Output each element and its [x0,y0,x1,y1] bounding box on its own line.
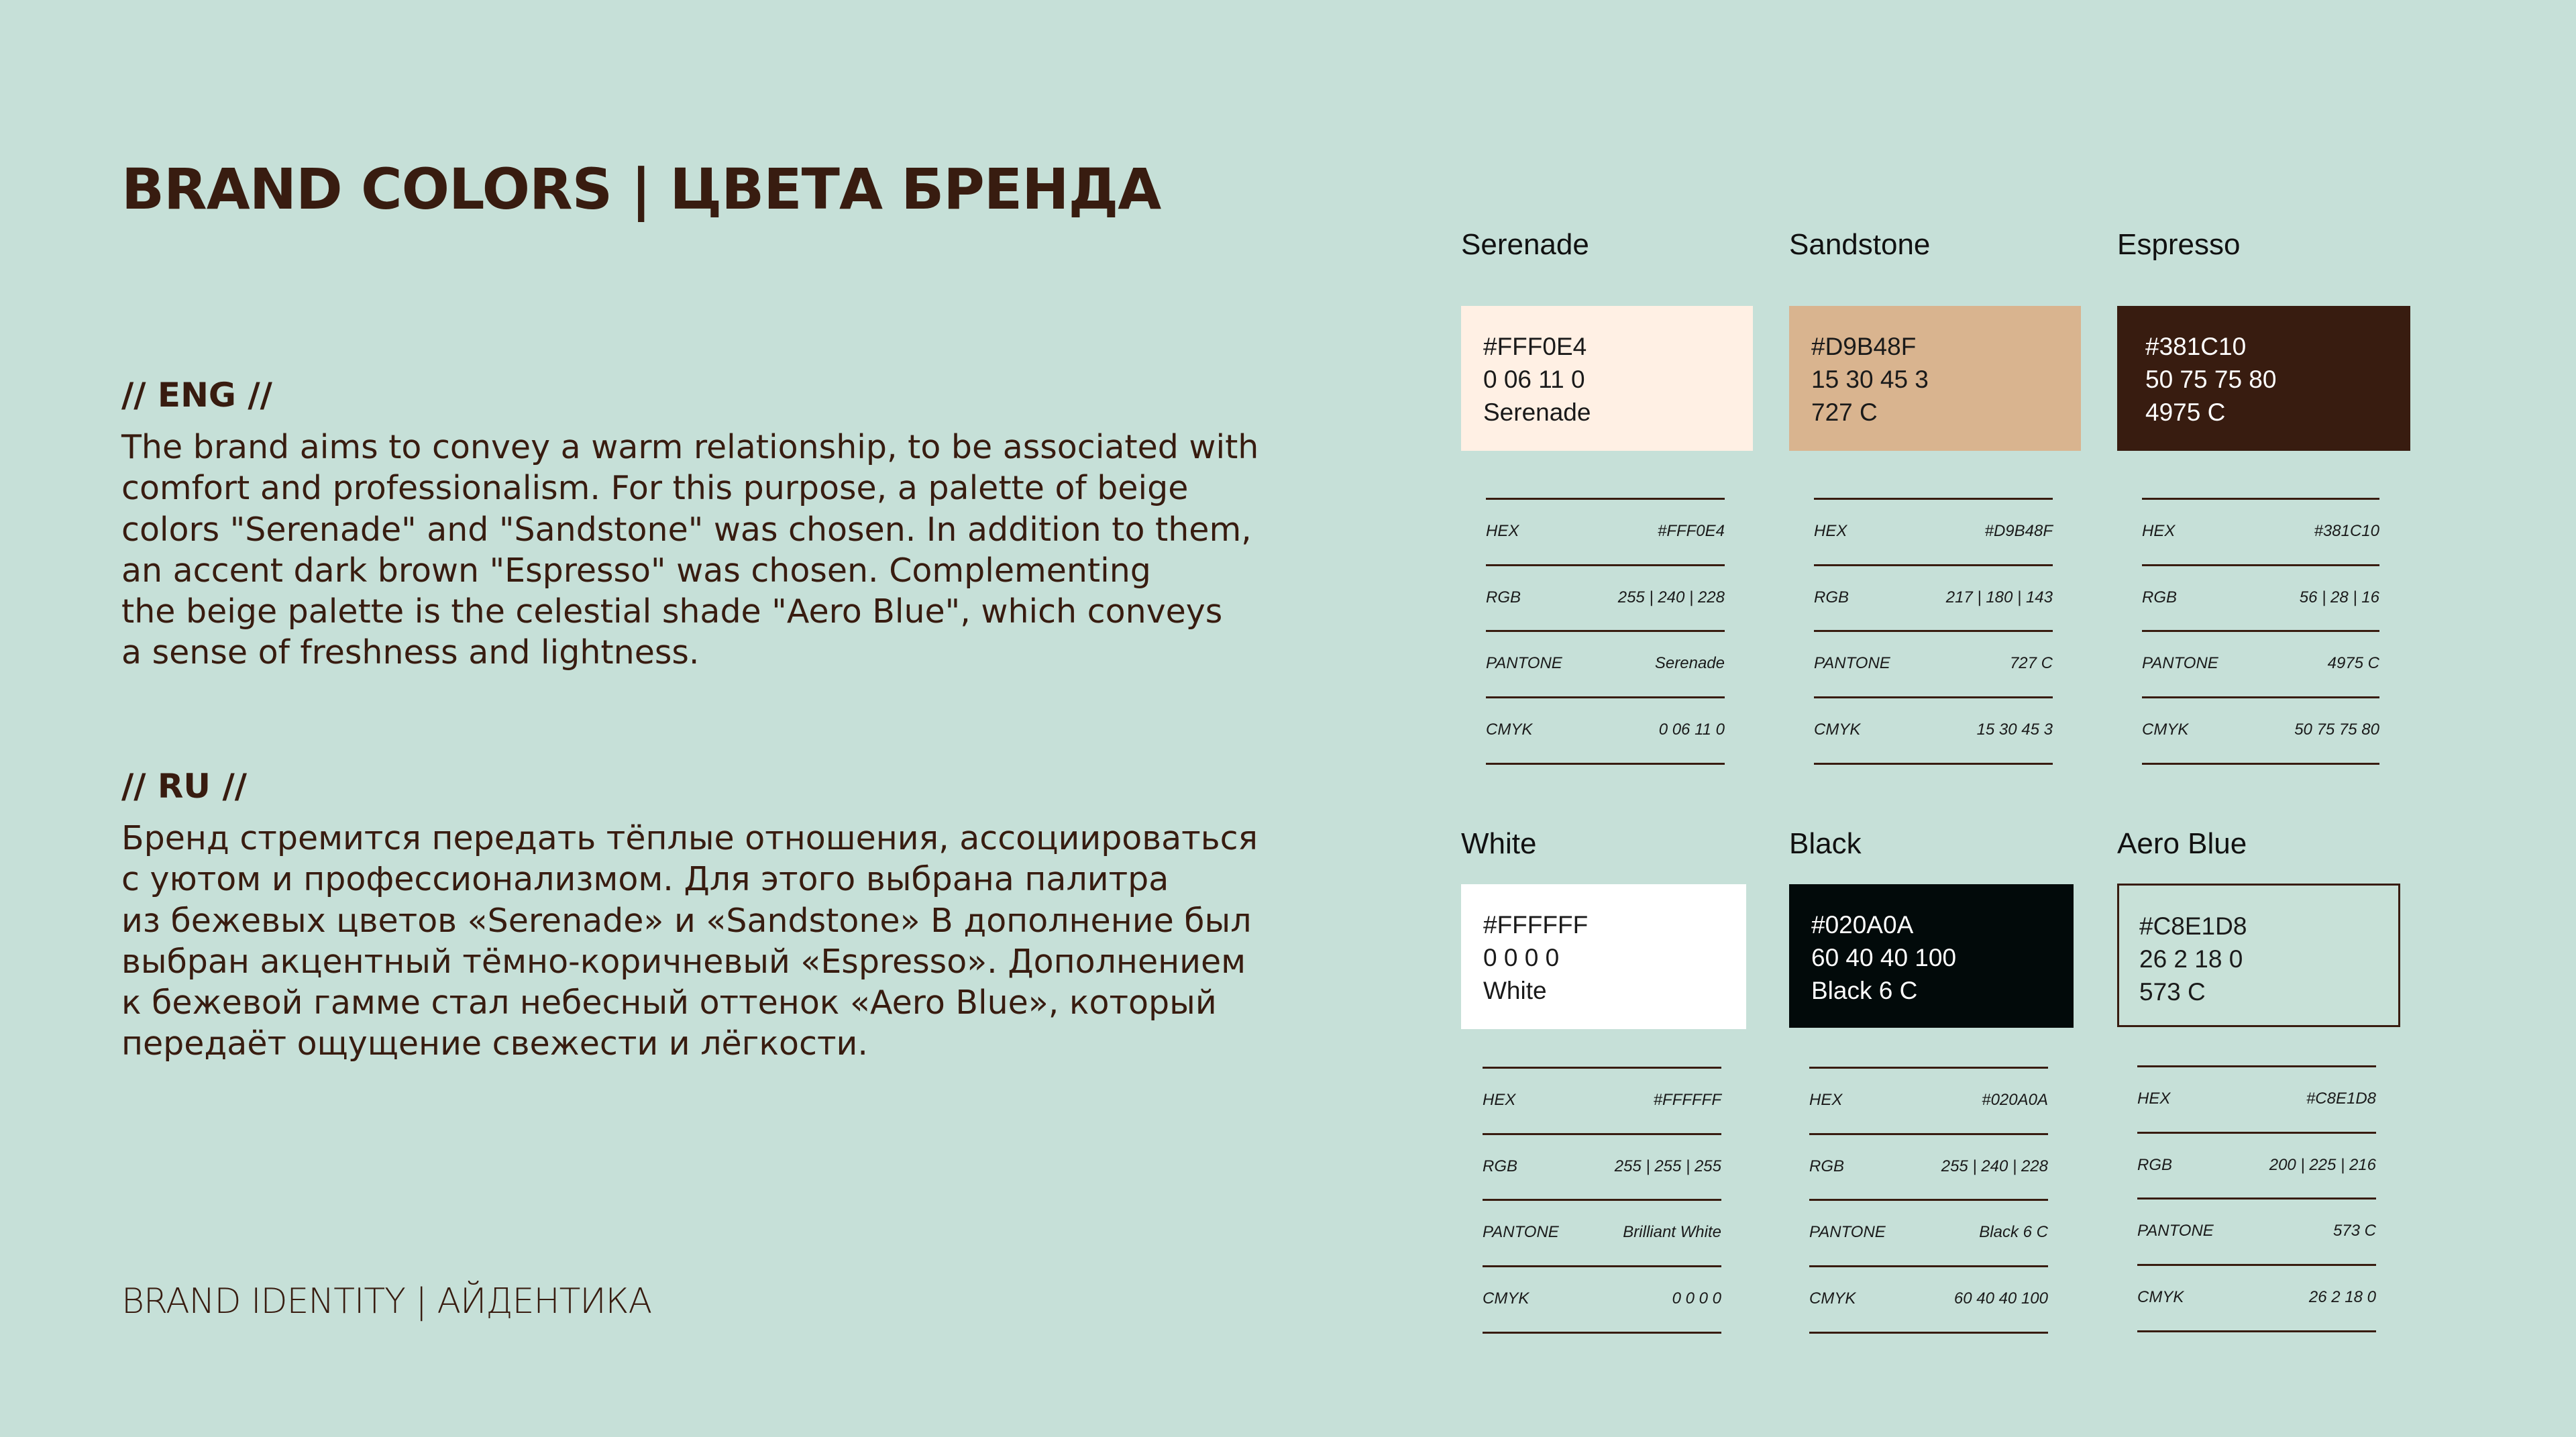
table-divider [1486,564,1725,566]
spec-label: PANTONE [2142,654,2218,673]
spec-value: 200 | 225 | 216 [2269,1155,2376,1174]
spec-row [1809,1157,2048,1176]
spec-label: PANTONE [1814,654,1890,673]
spec-label: HEX [2137,1089,2171,1108]
eng-heading: // ENG // [121,376,272,415]
spec-value: 217 | 180 | 143 [1945,588,2053,606]
swatch-hex: #FFFFFF [1483,911,1589,939]
ru-line: выбран акцентный тёмно-коричневый «Espresso». Дополнением [121,942,1246,981]
spec-row [1486,522,1725,541]
spec-row [2142,654,2379,673]
spec-row [1483,1289,1721,1308]
table-divider [1809,1332,2048,1334]
spec-value: 56 | 28 | 16 [2299,588,2379,606]
table-divider [1483,1133,1721,1135]
table-divider [1809,1199,2048,1201]
eng-line: a sense of freshness and lightness. [121,633,700,672]
table-divider [2142,630,2379,632]
spec-row [1809,1289,2048,1308]
spec-row [1814,654,2053,673]
table-divider [1486,763,1725,765]
eng-line: an accent dark brown "Espresso" was chosen. Complementing [121,551,1151,590]
table-divider [1483,1199,1721,1201]
spec-label: HEX [1486,522,1519,540]
swatch-white [1461,884,1746,1029]
swatch-cmyk: 26 2 18 0 [2139,945,2243,973]
swatch-cmyk: 50 75 75 80 [2145,366,2277,393]
swatch-pantone: Black 6 C [1811,977,1918,1004]
color-name-black: Black [1789,827,1862,860]
eng-line: colors "Serenade" and "Sandstone" was chosen. In addition to them, [121,510,1252,549]
spec-label: RGB [2142,588,2178,606]
table-divider [2142,498,2379,500]
spec-value: 50 75 75 80 [2294,721,2379,739]
color-name-aero-blue: Aero Blue [2117,827,2247,860]
spec-row [2137,1156,2376,1175]
swatch-aero-blue [2117,884,2400,1027]
spec-row [1486,721,1725,739]
spec-value: 0 06 11 0 [1658,721,1725,739]
color-name-sandstone: Sandstone [1789,228,1931,261]
eng-line: The brand aims to convey a warm relationship, to be associated with [121,428,1259,466]
ru-line: Бренд стремится передать тёплые отношения, ассоциироваться [121,819,1258,857]
spec-label: PANTONE [1483,1223,1559,1242]
spec-value: #020A0A [1982,1091,2048,1109]
spec-row [2137,1222,2376,1240]
spec-value: 727 C [2009,654,2053,673]
swatch-hex: #C8E1D8 [2139,912,2247,940]
spec-label: PANTONE [2137,1222,2214,1240]
spec-value: 26 2 18 0 [2308,1288,2376,1307]
spec-label: RGB [2137,1155,2173,1174]
swatch-hex: #D9B48F [1811,333,1917,360]
swatch-hex: #020A0A [1811,911,1914,939]
spec-table-black [1809,1067,2048,1334]
spec-table-sandstone [1814,498,2053,765]
spec-label: CMYK [2142,721,2189,739]
spec-row [1809,1223,2048,1242]
spec-table-aero-blue [2137,1065,2376,1332]
spec-row [1814,588,2053,607]
spec-label: CMYK [1814,721,1861,739]
spec-value: Serenade [1654,654,1725,673]
color-name-serenade: Serenade [1461,228,1589,261]
swatch-pantone: White [1483,977,1547,1004]
table-divider [2137,1330,2376,1332]
swatch-pantone: 727 C [1811,398,1878,426]
spec-label: CMYK [2137,1288,2184,1307]
spec-value: #381C10 [2314,522,2379,540]
spec-row [2137,1288,2376,1307]
spec-row [2137,1089,2376,1108]
spec-row [1814,522,2053,541]
swatch-pantone: 4975 C [2145,398,2226,426]
color-name-espresso: Espresso [2117,228,2241,261]
spec-value: 573 C [2332,1222,2376,1240]
spec-value: 255 | 255 | 255 [1614,1157,1721,1175]
table-divider [1483,1067,1721,1069]
spec-value: #D9B48F [1984,522,2053,540]
spec-value: #FFF0E4 [1657,522,1725,540]
spec-table-white [1483,1067,1721,1334]
spec-value: 255 | 240 | 228 [1617,588,1725,606]
spec-label: PANTONE [1809,1223,1886,1242]
eng-line: comfort and professionalism. For this purpose, a palette of beige [121,469,1189,508]
table-divider [1809,1067,2048,1069]
table-divider [1483,1265,1721,1267]
ru-line: передаёт ощущение свежести и лёгкости. [121,1024,868,1063]
table-divider [1486,498,1725,500]
spec-value: 0 0 0 0 [1672,1289,1721,1308]
swatch-pantone: Serenade [1483,398,1591,426]
spec-row [1809,1091,2048,1110]
swatch-cmyk: 60 40 40 100 [1811,944,1957,971]
page-title: BRAND COLORS | ЦВЕТА БРЕНДА [121,156,1161,222]
spec-label: CMYK [1809,1289,1856,1308]
table-divider [1814,763,2053,765]
spec-row [2142,588,2379,607]
table-divider [2142,763,2379,765]
table-divider [1486,696,1725,698]
table-divider [2137,1065,2376,1067]
spec-value: #C8E1D8 [2306,1089,2376,1108]
spec-value: 60 40 40 100 [1953,1289,2048,1308]
swatch-hex: #FFF0E4 [1483,333,1587,360]
spec-label: HEX [1483,1091,1516,1109]
swatch-serenade [1461,306,1753,451]
spec-row [1486,654,1725,673]
spec-label: RGB [1486,588,1521,606]
swatch-espresso [2117,306,2410,451]
spec-row [2142,522,2379,541]
swatch-cmyk: 0 06 11 0 [1483,366,1585,393]
ru-description [121,818,1289,1065]
table-divider [1486,630,1725,632]
spec-label: HEX [2142,522,2176,540]
spec-value: #FFFFFF [1653,1091,1721,1109]
swatch-pantone: 573 C [2139,978,2206,1006]
spec-row [1486,588,1725,607]
swatch-black [1789,884,2074,1028]
spec-label: RGB [1814,588,1849,606]
spec-row [1483,1157,1721,1176]
spec-value: 15 30 45 3 [1976,721,2053,739]
spec-row [1814,721,2053,739]
table-divider [1814,696,2053,698]
table-divider [2142,696,2379,698]
spec-label: HEX [1809,1091,1843,1109]
table-divider [1809,1133,2048,1135]
spec-label: CMYK [1486,721,1533,739]
eng-line: the beige palette is the celestial shade "Aero Blue", which conveys [121,592,1223,631]
table-divider [2142,564,2379,566]
footer-label: BRAND IDENTITY | АЙДЕНТИКА [121,1281,652,1322]
table-divider [2137,1264,2376,1266]
spec-label: CMYK [1483,1289,1529,1308]
spec-label: PANTONE [1486,654,1562,673]
spec-value: Brilliant White [1623,1223,1721,1242]
table-divider [2137,1198,2376,1200]
spec-table-serenade [1486,498,1725,765]
swatch-hex: #381C10 [2145,333,2247,360]
swatch-cmyk: 15 30 45 3 [1811,366,1929,393]
spec-value: 255 | 240 | 228 [1941,1157,2048,1175]
spec-label: RGB [1809,1157,1845,1175]
table-divider [2137,1132,2376,1134]
color-name-white: White [1461,827,1537,860]
spec-label: RGB [1483,1157,1518,1175]
spec-row [1483,1223,1721,1242]
ru-heading: // RU // [121,767,247,806]
ru-line: с уютом и профессионализмом. Для этого выбрана палитра [121,860,1169,899]
spec-table-espresso [2142,498,2379,765]
table-divider [1483,1332,1721,1334]
swatch-cmyk: 0 0 0 0 [1483,944,1560,971]
table-divider [1814,498,2053,500]
swatch-sandstone [1789,306,2081,451]
spec-value: 4975 C [2327,654,2379,673]
spec-label: HEX [1814,522,1847,540]
table-divider [1814,630,2053,632]
table-divider [1814,564,2053,566]
ru-line: к бежевой гамме стал небесный оттенок «Aero Blue», который [121,983,1217,1022]
ru-line: из бежевых цветов «Serenade» и «Sandstone» В дополнение был [121,901,1252,940]
spec-row [1483,1091,1721,1110]
spec-row [2142,721,2379,739]
spec-value: Black 6 C [1979,1223,2048,1242]
table-divider [1809,1265,2048,1267]
eng-description [121,427,1289,674]
